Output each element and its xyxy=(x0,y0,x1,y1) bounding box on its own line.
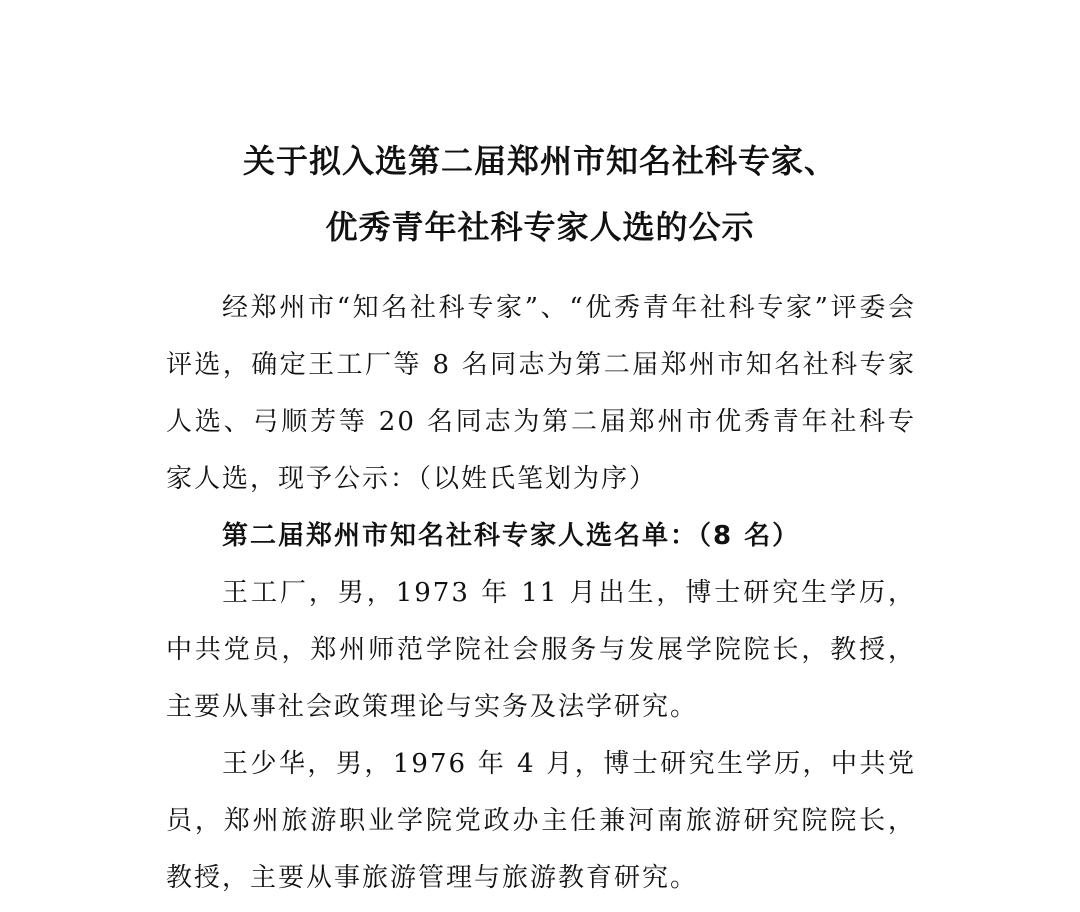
document-body xyxy=(166,280,916,907)
entry-paragraph: 王少华，男，1976 年 4 月，博士研究生学历，中共党员，郑州旅游职业学院党政办主任兼河南旅游研究院院长，教授，主要从事旅游管理与旅游教育研究。 xyxy=(166,749,916,893)
document-title-line-1: 关于拟入选第二届郑州市知名社科专家、 xyxy=(242,142,837,180)
entry-paragraph: 王工厂，男，1973 年 11 月出生，博士研究生学历，中共党员，郑州师范学院社会服务与发展学院院长，教授，主要从事社会政策理论与实务及法学研究。 xyxy=(166,578,916,722)
intro-paragraph: 经郑州市“知名社科专家”、“优秀青年社科专家”评委会评选，确定王工厂等 8 名同志为第二届郑州市知名社科专家人选、弓顺芳等 20 名同志为第二届郑州市优秀青年社科专家人选，现予公示：（以姓氏笔划为序） xyxy=(166,293,916,494)
document-title-line-2: 优秀青年社科专家人选的公示 xyxy=(325,208,755,246)
list-heading: 第二届郑州市知名社科专家人选名单：（8 名） xyxy=(222,521,801,551)
